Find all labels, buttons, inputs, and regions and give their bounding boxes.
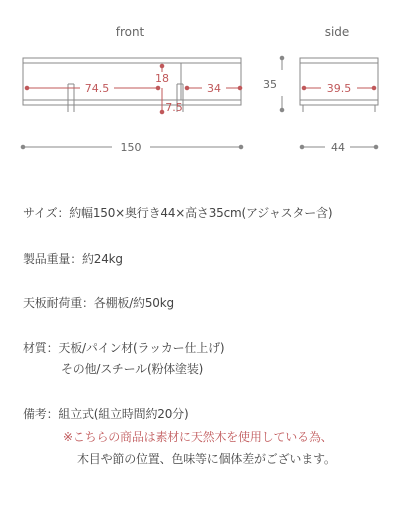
dim-34: 34	[207, 82, 221, 95]
spec-remarks-note: ※こちらの商品は素材に天然木を使用している為、	[63, 430, 333, 444]
spec-material-other: その他/スチール(粉体塗装)	[61, 362, 204, 376]
dim-35: 35	[263, 78, 277, 91]
dim-44: 44	[331, 141, 345, 154]
side-view-label: side	[324, 25, 350, 39]
dim-74-5: 74.5	[84, 82, 110, 95]
dim-7-5: 7.5	[165, 101, 183, 114]
spec-material: 材質：天板/パイン材(ラッカー仕上げ)	[23, 341, 225, 355]
front-view-label: front	[115, 25, 145, 39]
spec-size: サイズ：約幅150×奥行き44×高さ35cm(アジャスター含)	[23, 206, 333, 220]
spec-remarks-note-cont: 木目や節の位置、色味等に個体差がございます。	[77, 452, 336, 466]
spec-load: 天板耐荷重：各棚板/約50kg	[23, 296, 174, 310]
height-dimension-marks	[280, 56, 284, 112]
dimension-diagram	[0, 0, 401, 170]
dim-150: 150	[120, 141, 142, 154]
dim-18: 18	[155, 72, 169, 85]
dim-39-5: 39.5	[326, 82, 352, 95]
spec-remarks: 備考：組立式(組立時間約20分)	[23, 407, 189, 421]
spec-weight: 製品重量：約24kg	[23, 252, 123, 266]
